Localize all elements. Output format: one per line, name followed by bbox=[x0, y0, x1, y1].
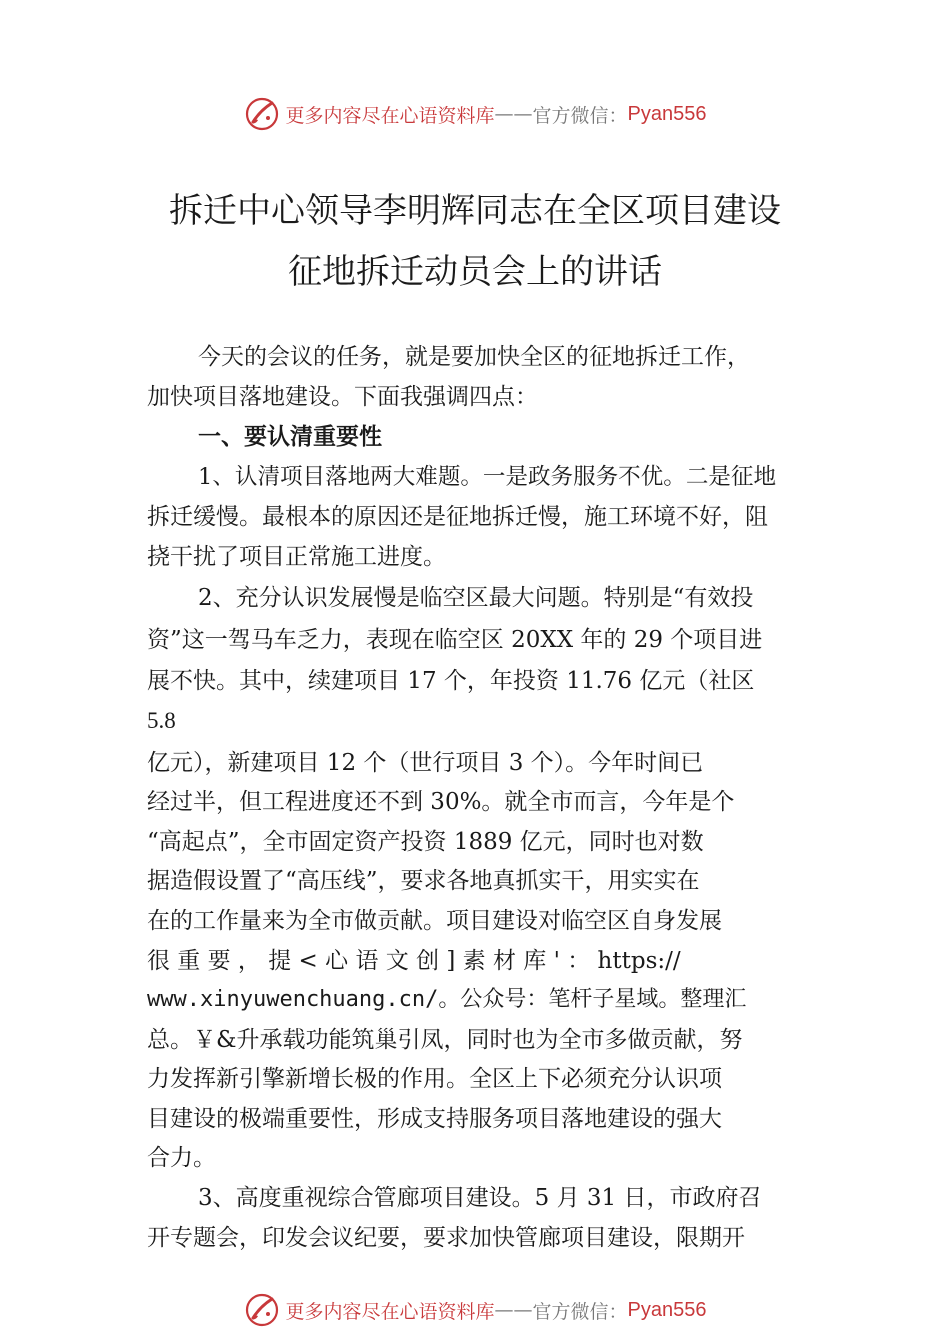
body-line: 挠干扰了项目正常施工进度。 bbox=[147, 544, 446, 570]
wechat-label: 官方微信： bbox=[532, 104, 628, 127]
body-line: 据造假设置了“高压线”，要求各地真抓实干，用实实在 bbox=[147, 868, 700, 894]
body-line: 拆迁缓慢。最根本的原因还是征地拆迁慢，施工环境不好，阻 bbox=[147, 504, 768, 530]
body-line: 加快项目落地建设。下面我强调四点： bbox=[147, 384, 538, 410]
separator: —— bbox=[494, 1299, 533, 1321]
body-line: 开专题会，印发会议纪要，要求加快管廊项目建设，限期开 bbox=[147, 1225, 745, 1251]
brush-logo-icon bbox=[244, 96, 280, 132]
page-title-line-2: 征地拆迁动员会上的讲话 bbox=[288, 252, 662, 292]
header-banner bbox=[0, 92, 950, 136]
body-line: 很 重 要 ， 提 < 心 语 文 创 ] 素 材 库 ' ： https:// bbox=[147, 948, 681, 974]
section-heading: 一、要认清重要性 bbox=[198, 424, 382, 450]
page-title-line-1: 拆迁中心领导李明辉同志在全区项目建设 bbox=[169, 191, 781, 231]
body-line: 3、高度重视综合管廊项目建设。5 月 31 日，市政府召 bbox=[198, 1185, 762, 1211]
body-line: 目建设的极端重要性，形成支持服务项目落地建设的强大 bbox=[147, 1106, 722, 1132]
body-line: 1、认清项目落地两大难题。一是政务服务不优。二是征地 bbox=[198, 464, 777, 490]
body-line: 5.8 bbox=[147, 708, 176, 733]
body-line: 2、充分认识发展慢是临空区最大问题。特别是“有效投 bbox=[198, 585, 754, 611]
wechat-id: Pyan556 bbox=[627, 102, 707, 125]
promo-text: 更多内容尽在心语资料库 bbox=[285, 104, 495, 127]
body-line: 今天的会议的任务，就是要加快全区的征地拆迁工作， bbox=[198, 344, 750, 370]
separator: —— bbox=[494, 103, 533, 125]
body-line: 资”这一驾马车乏力，表现在临空区 20XX 年的 29 个项目进 bbox=[147, 627, 763, 653]
wechat-id: Pyan556 bbox=[627, 1298, 707, 1321]
body-line: “高起点”，全市固定资产投资 1889 亿元，同时也对数 bbox=[147, 829, 704, 855]
body-line: www.xinyuwenchuang.cn/。公众号：笔杆子星域。整理汇 bbox=[147, 987, 747, 1012]
wechat-label: 官方微信： bbox=[532, 1300, 628, 1323]
promo-text: 更多内容尽在心语资料库 bbox=[285, 1300, 495, 1323]
body-line: 亿元），新建项目 12 个（世行项目 3 个）。今年时间已 bbox=[147, 750, 704, 776]
body-line: 力发挥新引擎新增长极的作用。全区上下必须充分认识项 bbox=[147, 1066, 722, 1092]
body-line: 经过半，但工程进度还不到 30%。就全市而言，今年是个 bbox=[147, 789, 735, 815]
body-line: 合力。 bbox=[147, 1145, 216, 1171]
body-line: 总。￥&升承载功能筑巢引凤，同时也为全市多做贡献，努 bbox=[147, 1027, 743, 1053]
body-line: 在的工作量来为全市做贡献。项目建设对临空区自身发展 bbox=[147, 908, 722, 934]
brush-logo-icon bbox=[244, 1292, 280, 1328]
body-line: 展不快。其中，续建项目 17 个，年投资 11.76 亿元（社区 bbox=[147, 668, 755, 694]
footer-banner bbox=[0, 1288, 950, 1332]
